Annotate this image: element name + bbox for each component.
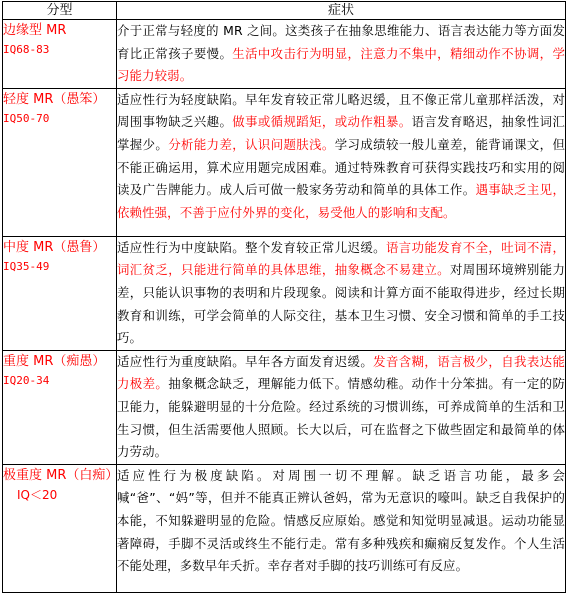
symptom-cell [117, 20, 566, 89]
symptom-text: 对周围环境辨别能力差，只能认识事物的表明和片段现象。阅读和计算方面不能取得进步，经过长期教育和训练，可学会简单的人际交往，基本卫生习惯、安全习惯和简单的手工技巧。 [117, 262, 565, 346]
table-row [3, 464, 566, 592]
table-row [3, 20, 566, 89]
type-name: 重度 MR（痴愚） [3, 353, 106, 369]
type-name: 极重度 MR（白痴） [3, 467, 119, 483]
symptom-text: 适应性行为中度缺陷。整个发育较正常儿迟缓。 [117, 239, 386, 255]
symptom-cell [117, 236, 566, 350]
header-row [3, 2, 566, 20]
symptom-cell [117, 88, 566, 236]
type-iq: IQ35-49 [3, 259, 50, 273]
symptom-highlight: 分析能力差，认识问题肤浅。 [168, 136, 335, 152]
symptom-cell [117, 350, 566, 464]
table-row [3, 236, 566, 350]
symptom-text: 抽象概念缺乏，理解能力低下。情感幼稚。动作十分笨拙。有一定的防卫能力，能躲避明显的十分危险。经过系统的习惯训练，可养成简单的生活和卫生习惯，但生活需要他人照顾。长大以后，可在监督之下做些固定和最简单的体力劳动。 [117, 376, 565, 460]
type-name: 边缘型 MR [3, 23, 67, 38]
symptom-highlight: 做事或循规蹈矩，或动作粗暴。 [232, 114, 412, 130]
type-iq: IQ＜20 [17, 487, 58, 502]
type-cell [3, 236, 117, 350]
symptom-highlight: 遇事缺乏主见，依赖性强，不善于应付外界的变化，易受他人的影响和支配。 [117, 182, 565, 220]
type-iq: IQ68-83 [3, 43, 50, 56]
type-cell [3, 350, 117, 464]
symptom-text: 适应性行为轻度缺陷。早年发育较正常儿略迟缓，且不像正常儿童那样活泼，对周围事物缺乏兴趣。 [117, 91, 565, 130]
symptom-highlight: 发音含糊，语言极少，自我表达能力极差。 [117, 353, 566, 392]
symptom-text: 学习成绩较一般儿童差，能背诵课文，但不能正确运用，算术应用题完成困难。通过特殊教育可获得实践技巧和实用的阅读及广告牌能力。成人后可做一般家务劳动和简单的具体工作。 [117, 136, 565, 198]
header-symptom: 症状 [117, 2, 566, 20]
symptom-text: 语言发育略迟，抽象性词汇掌握少。 [117, 114, 565, 152]
symptom-highlight: 语言功能发育不全，吐词不清，词汇贫乏，只能进行简单的具体思维，抽象概念不易建立。 [117, 239, 565, 278]
symptom-text: 介于正常与轻度的 MR 之间。这类孩子在抽象思维能力、语言表达能力等方面发育比正常孩子要慢。 [117, 23, 565, 61]
type-cell [3, 88, 117, 236]
symptom-text: 适应性行为极度缺陷。对周围一切不理解。缺乏语言功能，最多会喊“爸”、“妈”等，但并不能真正辨认爸妈，常为无意识的嚎叫。缺乏自我保护的本能，不知躲避明显的危险。情感反应原始。感觉和知觉明显减退。运动功能显著障碍，手脚不灵活或终生不能行走。常有多种残疾和癫痫反复发作。个人生活不能处理，多数早年夭折。幸存者对手脚的技巧训练可有反应。 [117, 467, 565, 574]
symptom-cell [117, 464, 566, 592]
table-row [3, 350, 566, 464]
symptom-text: 适应性行为重度缺陷。早年各方面发育迟缓。 [117, 353, 374, 369]
type-name: 中度 MR（愚鲁） [3, 239, 106, 255]
type-cell [3, 464, 117, 592]
type-name: 轻度 MR（愚笨） [3, 91, 106, 107]
type-cell [3, 20, 117, 89]
header-type: 分型 [3, 2, 117, 20]
symptom-highlight: 生活中攻击行为明显，注意力不集中，精细动作不协调，学习能力较弱。 [117, 45, 565, 84]
type-iq: IQ20-34 [3, 373, 50, 387]
type-iq: IQ50-70 [3, 111, 50, 125]
table-row [3, 88, 566, 236]
mr-classification-table [2, 1, 566, 593]
